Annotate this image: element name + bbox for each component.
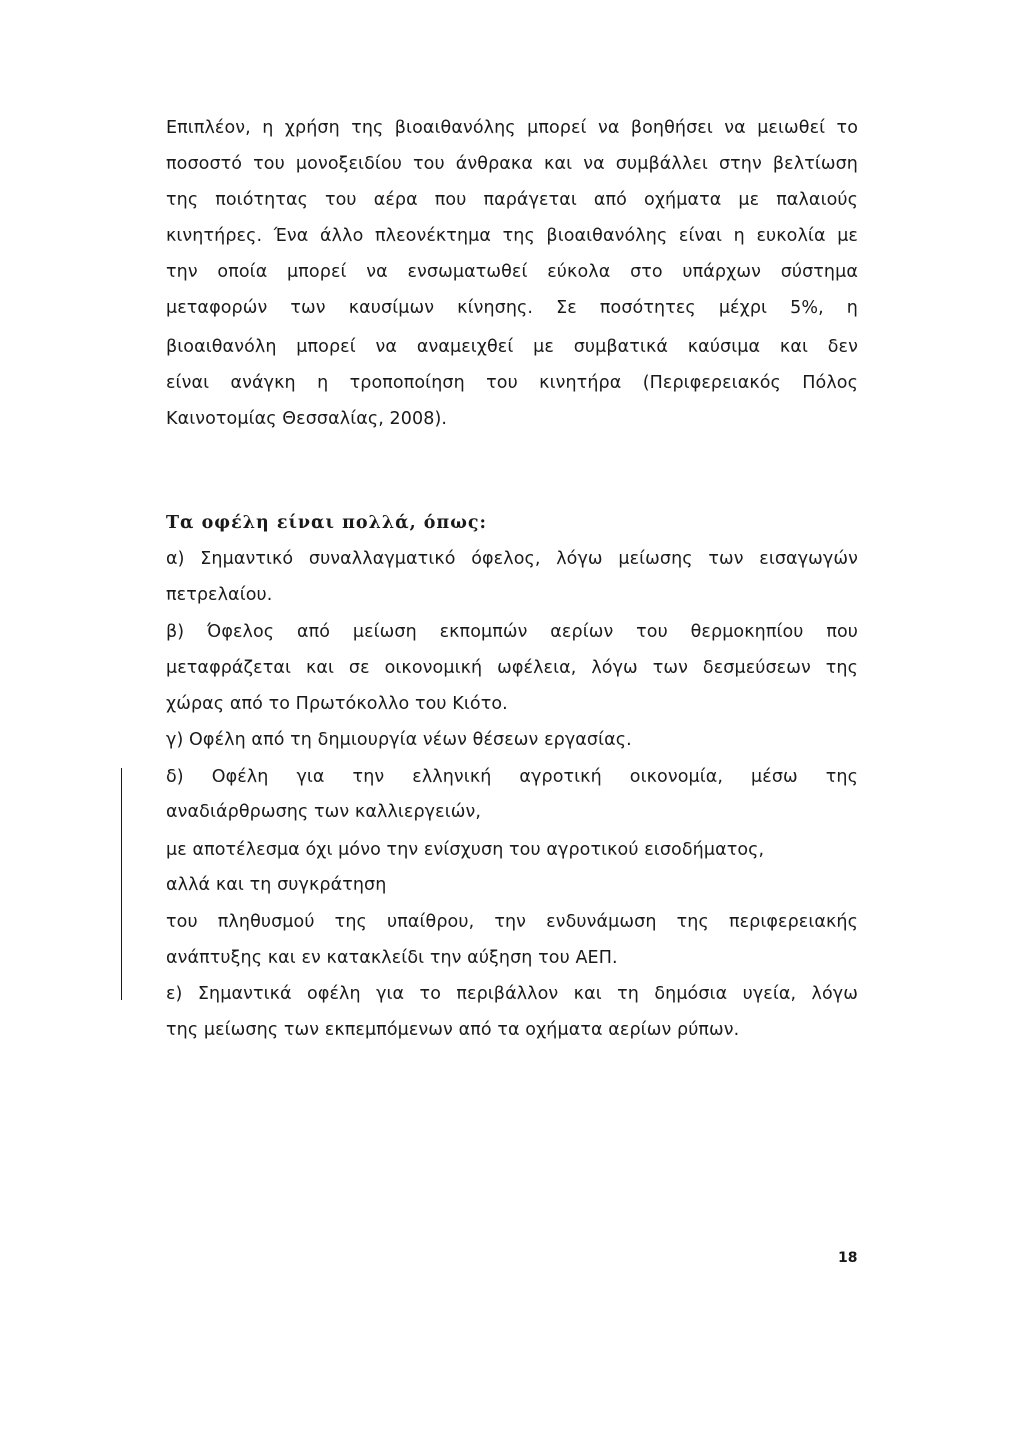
paragraph-line: την οποία μπορεί να ενσωματωθεί εύκολα στο υπάρχων σύστημα [166, 262, 858, 282]
benefit-b-line: μεταφράζεται και σε οικονομική ωφέλεια, λόγω των δεσμεύσεων της [166, 658, 858, 678]
paragraph-line: βιοαιθανόλη μπορεί να αναμειχθεί με συμβατικά καύσιμα και δεν [166, 337, 858, 357]
benefit-b-line: χώρας από το Πρωτόκολλο του Κιότο. [166, 694, 508, 714]
benefit-e-line: της μείωσης των εκπεμπόμενων από τα οχήματα αερίων ρύπων. [166, 1020, 740, 1040]
benefit-d-line: αναδιάρθρωσης των καλλιεργειών, [166, 802, 482, 822]
benefit-d-line: του πληθυσμού της υπαίθρου, την ενδυνάμωση της περιφερειακής [166, 912, 858, 932]
benefit-d-line: αλλά και τη συγκράτηση [166, 875, 387, 895]
benefit-b-line: β) Όφελος από μείωση εκπομπών αερίων του θερμοκηπίου που [166, 622, 858, 642]
paragraph-line: μεταφορών των καυσίμων κίνησης. Σε ποσότητες μέχρι 5%, η [166, 298, 858, 318]
benefit-a-line: πετρελαίου. [166, 585, 273, 605]
paragraph-line: ποσοστό του μονοξειδίου του άνθρακα και να συμβάλλει στην βελτίωση [166, 154, 858, 174]
paragraph-line: κινητήρες. Ένα άλλο πλεονέκτημα της βιοαιθανόλης είναι η ευκολία με [166, 226, 858, 246]
benefit-c-line: γ) Οφέλη από τη δημιουργία νέων θέσεων εργασίας. [166, 730, 632, 750]
paragraph-line: Καινοτομίας Θεσσαλίας, 2008). [166, 409, 448, 429]
benefit-d-line: δ) Οφέλη για την ελληνική αγροτική οικονομία, μέσω της [166, 767, 858, 787]
benefit-e-line: ε) Σημαντικά οφέλη για το περιβάλλον και τη δημόσια υγεία, λόγω [166, 984, 858, 1004]
paragraph-line: της ποιότητας του αέρα που παράγεται από οχήματα με παλαιούς [166, 190, 858, 210]
benefit-d-line: ανάπτυξης και εν κατακλείδι την αύξηση του ΑΕΠ. [166, 948, 618, 968]
page-number: 18 [838, 1250, 858, 1266]
benefit-d-line: με αποτέλεσμα όχι μόνο την ενίσχυση του αγροτικού εισοδήματος, [166, 840, 765, 860]
benefit-a-line: α) Σημαντικό συναλλαγματικό όφελος, λόγω μείωσης των εισαγωγών [166, 549, 858, 569]
benefits-heading: Τα οφέλη είναι πολλά, όπως: [166, 513, 488, 533]
paragraph-line: Επιπλέον, η χρήση της βιοαιθανόλης μπορεί να βοηθήσει να μειωθεί το [166, 118, 858, 138]
paragraph-line: είναι ανάγκη η τροποποίηση του κινητήρα (Περιφερειακός Πόλος [166, 373, 858, 393]
margin-change-bar [121, 768, 122, 1000]
